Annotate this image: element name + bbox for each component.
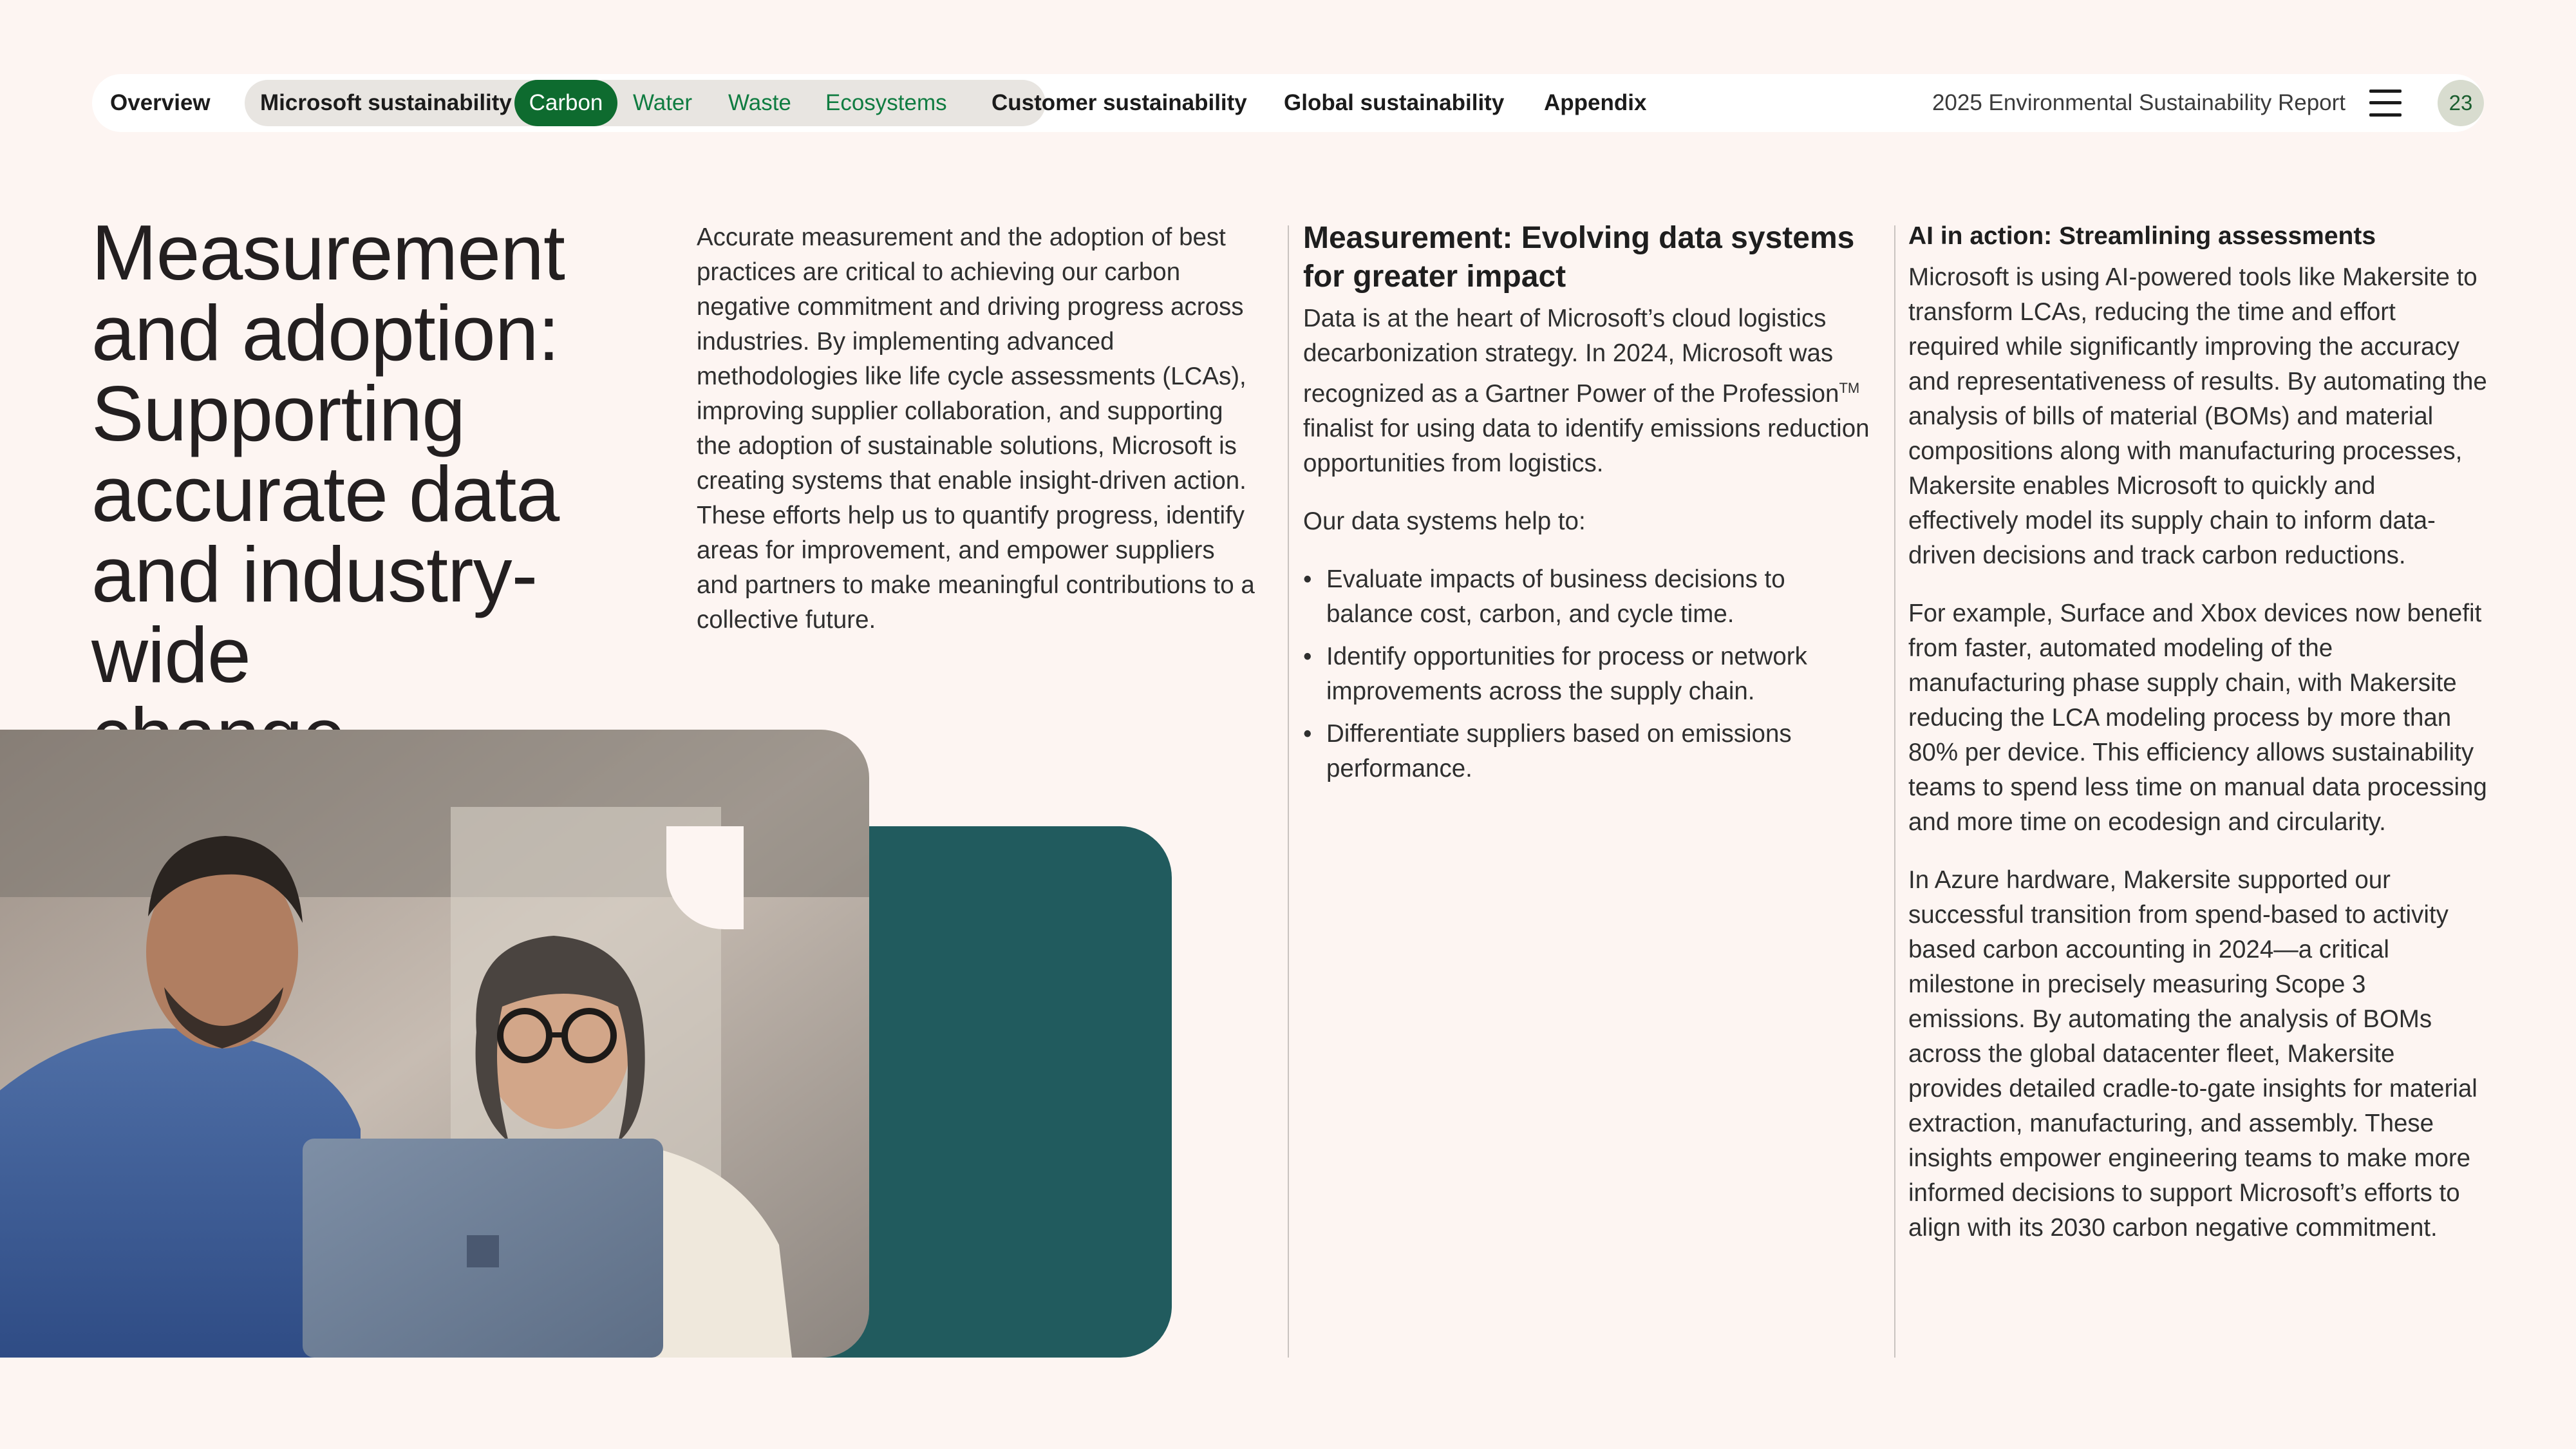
measurement-paragraph <box>1303 301 1876 481</box>
measurement-paragraph-part: Data is at the heart of Microsoft’s cloud logistics decarbonization strategy. In 2024, Microsoft was recognized as a Gartner Power of the Profession <box>1303 305 1839 408</box>
ai-paragraph: For example, Surface and Xbox devices now benefit from faster, automated modeling of the manufacturing phase supply chain, with Makersite reducing the LCA modeling process by more than 80% per device. This efficiency allows sustainability teams to spend less time on manual data processing and more time on ecodesign and circularity. <box>1908 600 2487 836</box>
heading-line: accurate data <box>91 450 559 538</box>
nav-sub-carbon[interactable]: Carbon <box>514 80 617 126</box>
nav-appendix[interactable]: Appendix <box>1544 90 1647 115</box>
nav-global-sustainability[interactable]: Global sustainability <box>1284 90 1505 115</box>
nav-overview[interactable]: Overview <box>110 90 211 115</box>
heading-line: Measurement <box>91 209 565 296</box>
heading-line: Supporting <box>91 370 465 457</box>
heading-line: and adoption: <box>91 289 559 377</box>
page-number-badge: 23 <box>2438 80 2484 126</box>
column-divider <box>1288 225 1289 1358</box>
ai-paragraph: Microsoft is using AI-powered tools like Makersite to transform LCAs, reducing the time and effort required while significantly improving the accuracy and representativeness of results. By automating the analysis of bills of material (BOMs) and material compositions along with manufacturing processes, Makersite enables Microsoft to quickly and effectively model its supply chain to inform data-driven decisions and track carbon reductions. <box>1908 263 2487 569</box>
report-title: 2025 Environmental Sustainability Report <box>1932 90 2346 115</box>
measurement-paragraph-part: finalist for using data to identify emissions reduction opportunities from logistics. <box>1303 414 1870 477</box>
intro-paragraph: Accurate measurement and the adoption of best practices are critical to achieving our carbon negative commitment and driving progress across industries. By implementing advanced methodologies like life cycle assessments (LCAs), improving supplier collaboration, and supporting the adoption of sustainable solutions, Microsoft is creating systems that enable insight-driven action. These efforts help us to quantify progress, identify areas for improvement, and empower suppliers and partners to make meaningful contributions to a collective future. <box>697 223 1255 634</box>
column-divider <box>1894 225 1895 1358</box>
data-systems-list <box>1303 562 1876 786</box>
heading-line: and industry-wide <box>91 531 538 699</box>
measurement-title: Measurement: Evolving data systems for greater impact <box>1303 221 1855 294</box>
list-item: • Evaluate impacts of business decisions to balance cost, carbon, and cycle time. <box>1303 562 1876 632</box>
list-item: • Differentiate suppliers based on emissions performance. <box>1303 717 1876 786</box>
photo-two-people-laptop <box>0 730 869 1358</box>
list-item: • Identify opportunities for process or network improvements across the supply chain. <box>1303 639 1876 709</box>
nav-sub-ecosystems[interactable]: Ecosystems <box>825 90 947 115</box>
page-heading <box>91 209 684 776</box>
data-systems-intro: Our data systems help to: <box>1303 507 1586 535</box>
nav-sub-waste[interactable]: Waste <box>728 90 791 115</box>
ai-paragraph: In Azure hardware, Makersite supported our successful transition from spend-based to activity based carbon accounting in 2024—a critical milestone in precisely measuring Scope 3 emissions. By automating the analysis of BOMs across the global datacenter fleet, Makersite provides detailed cradle-to-gate insights for material extraction, manufacturing, and assembly. These insights empower engineering teams to make more informed decisions to support Microsoft’s efforts to align with its 2030 carbon negative commitment. <box>1908 866 2477 1242</box>
nav-customer-sustainability[interactable]: Customer sustainability <box>992 90 1247 115</box>
ai-in-action-section <box>1908 219 2488 1245</box>
trademark-symbol: TM <box>1839 380 1860 396</box>
ai-in-action-title: AI in action: Streamlining assessments <box>1908 222 2376 250</box>
measurement-section <box>1303 219 1876 794</box>
nav-sub-water[interactable]: Water <box>633 90 693 115</box>
hamburger-menu-icon[interactable] <box>2369 90 2402 117</box>
nav-microsoft-sustainability[interactable]: Microsoft sustainability <box>260 90 512 115</box>
top-navigation <box>92 74 2484 132</box>
